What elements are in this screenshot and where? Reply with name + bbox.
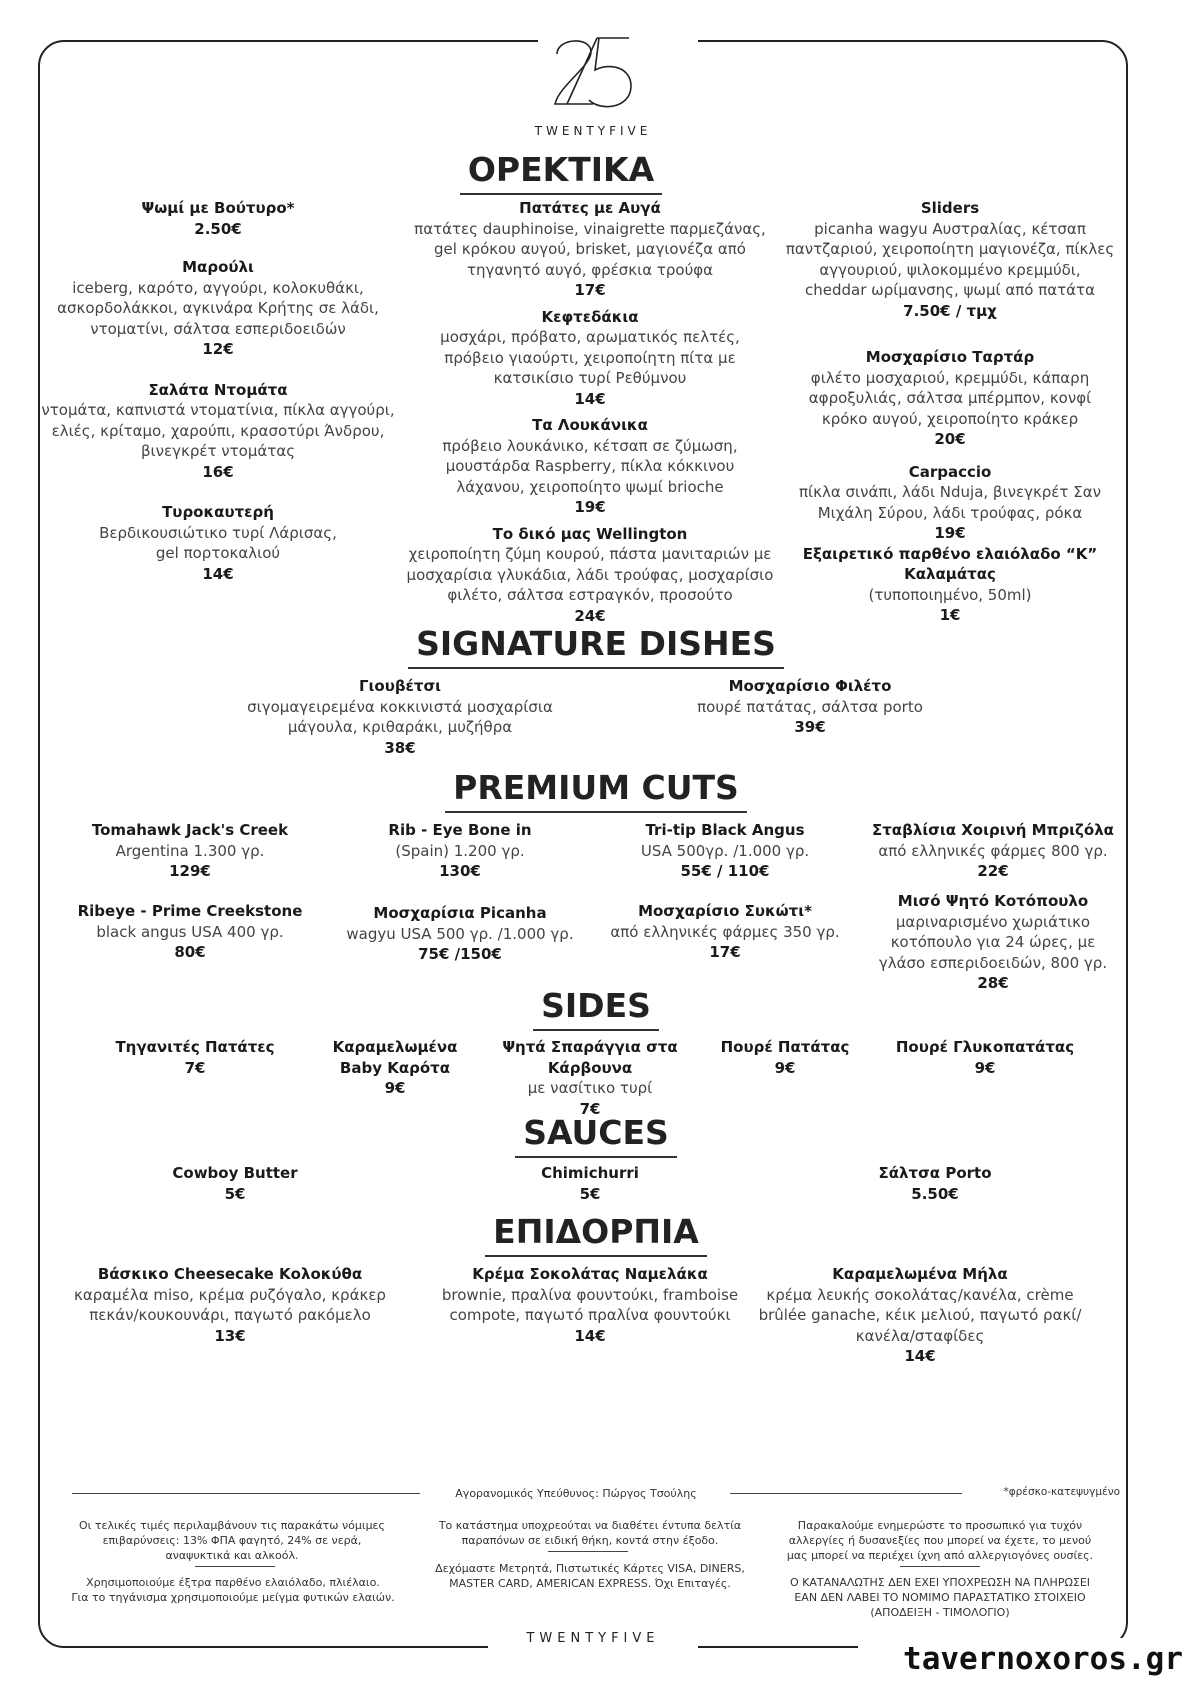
section-heading-premium: PREMIUM CUTS bbox=[420, 768, 772, 813]
item-price: 12€ bbox=[202, 340, 234, 358]
item-description: βινεγκρέτ ντομάτας bbox=[140, 442, 296, 460]
dessert bbox=[60, 1264, 400, 1346]
premium-cut bbox=[320, 903, 600, 965]
section-heading-orektika: ΟΡΕΚΤΙΚΑ bbox=[400, 150, 722, 195]
item-title: Τηγανιτές Πατάτες bbox=[115, 1038, 275, 1056]
footer-oil-note bbox=[54, 1575, 412, 1605]
item-price: 16€ bbox=[202, 462, 234, 481]
item-description: με νασίτικο τυρί bbox=[527, 1079, 653, 1097]
item-title: Cowboy Butter bbox=[172, 1164, 298, 1182]
menu-item bbox=[38, 257, 398, 360]
item-title: Γιουβέτσι bbox=[358, 677, 442, 695]
note-line: Δεχόμαστε Μετρητά, Πιστωτικές Κάρτες VISA, DINERS, bbox=[435, 1562, 745, 1575]
note-line: παραπόνων σε ειδική θήκη, κοντά στην έξοδο. bbox=[461, 1534, 719, 1547]
side-dish bbox=[90, 1037, 300, 1078]
item-description: ντομάτα, καπνιστά ντοματίνια, πίκλα αγγούρι, bbox=[41, 401, 395, 419]
item-price: 13€ bbox=[214, 1326, 246, 1345]
item-price: 5€ bbox=[579, 1184, 601, 1203]
responsible-person: Αγορανομικός Υπεύθυνος: Πώργος Τσούλης bbox=[455, 1487, 697, 1500]
orektika-column-1 bbox=[38, 198, 398, 584]
premium-cut bbox=[590, 901, 860, 963]
item-description: πεκάν/κουκουνάρι, παγωτό ρακόμελο bbox=[89, 1306, 371, 1324]
item-description: Argentina 1.300 γρ. bbox=[115, 841, 265, 860]
footer-divider bbox=[548, 1551, 628, 1552]
item-description: ελιές, κρίταμο, χαρούπι, κρασοτύρι Άνδρου, bbox=[51, 421, 385, 440]
footer-divider bbox=[900, 1566, 980, 1567]
item-description: wagyu USA 500 γρ. /1.000 γρ. bbox=[346, 924, 574, 943]
item-price: 17€ bbox=[709, 943, 741, 961]
brand-name: TWENTYFIVE bbox=[520, 124, 666, 138]
item-title: Ψωμί με Βούτυρο* bbox=[141, 199, 295, 217]
menu-item bbox=[770, 347, 1130, 450]
item-description: picanha wagyu Αυστραλίας, κέτσαπ bbox=[814, 219, 1086, 238]
item-price: 14€ bbox=[904, 1347, 936, 1365]
item-description: ασκορδολάκκοι, αγκινάρα Κρήτης σε λάδι, bbox=[57, 299, 379, 317]
menu-item bbox=[120, 1163, 350, 1204]
item-description: cheddar ωρίμανσης, ψωμί από πατάτα bbox=[805, 281, 1095, 299]
item-price: 80€ bbox=[174, 943, 206, 961]
item-description: brûlée ganache, κέικ μελιού, παγωτό ρακί/ bbox=[758, 1306, 1082, 1324]
item-title: Baby Καρότα bbox=[339, 1058, 451, 1077]
item-description: Μιχάλη Σύρου, λάδι τρούφας, ρόκα bbox=[817, 503, 1083, 522]
premium-cut bbox=[858, 891, 1128, 994]
item-description: παντζαριού, χειροποίητη μαγιονέζα, πίκλες bbox=[785, 240, 1115, 258]
item-price: 2.50€ bbox=[194, 219, 242, 238]
section-heading-sides: SIDES bbox=[480, 986, 712, 1031]
orektika-column-3 bbox=[770, 198, 1130, 626]
item-price: 9€ bbox=[974, 1058, 996, 1077]
menu-item bbox=[870, 1037, 1100, 1078]
item-title: Tomahawk Jack's Creek bbox=[91, 821, 289, 839]
menu-item bbox=[858, 820, 1128, 882]
orektika-column-2 bbox=[384, 198, 796, 626]
menu-item bbox=[38, 380, 398, 483]
menu-item bbox=[475, 1163, 705, 1204]
item-price: 7€ bbox=[579, 1099, 601, 1118]
menu-item bbox=[38, 198, 398, 239]
item-description: σιγομαγειρεμένα κοκκινιστά μοσχαρίσια bbox=[247, 697, 553, 716]
menu-item bbox=[330, 820, 590, 882]
item-description: μουστάρδα Raspberry, πίκλα κόκκινου bbox=[445, 457, 735, 475]
item-title: Τυροκαυτερή bbox=[162, 503, 274, 521]
item-description: USA 500γρ. /1.000 γρ. bbox=[640, 841, 810, 860]
menu-item bbox=[384, 524, 796, 627]
item-description: compote, παγωτό πραλίνα φουντούκι bbox=[449, 1306, 731, 1324]
item-price: 9€ bbox=[384, 1079, 406, 1097]
item-price: 22€ bbox=[977, 862, 1009, 880]
side-dish bbox=[480, 1037, 700, 1119]
item-description: λάχανου, χειροποίητο ψωμί brioche bbox=[456, 477, 724, 496]
side-dish bbox=[680, 1037, 890, 1078]
menu-item bbox=[38, 502, 398, 584]
footer-rule-right bbox=[730, 1493, 962, 1494]
watermark: tavernoxoros.gr bbox=[858, 1638, 1189, 1681]
item-description: πίκλα σινάπι, λάδι Nduja, βινεγκρέτ Σαν bbox=[799, 483, 1101, 501]
item-title: Chimichurri bbox=[541, 1164, 639, 1182]
item-description: μαριναρισμένο χωριάτικο bbox=[895, 912, 1091, 931]
item-price: 14€ bbox=[574, 1326, 606, 1345]
item-price: 17€ bbox=[574, 281, 606, 299]
item-description: από ελληνικές φάρμες 350 γρ. bbox=[610, 922, 840, 941]
menu-item bbox=[770, 198, 1130, 321]
item-price: 39€ bbox=[794, 718, 826, 736]
footer-rule-left bbox=[72, 1493, 420, 1494]
item-price: 20€ bbox=[934, 430, 966, 448]
note-line: Το κατάστημα υποχρεούται να διαθέτει έντυπα δελτία bbox=[438, 1519, 742, 1532]
note-line: Ο ΚΑΤΑΝΑΛΩΤΗΣ ΔΕΝ ΕΧΕΙ ΥΠΟΧΡΕΩΣΗ ΝΑ ΠΛΗΡΩΣΕΙ bbox=[789, 1576, 1091, 1589]
item-price: 130€ bbox=[439, 862, 481, 880]
section-heading-epidorpia: ΕΠΙΔΟΡΠΙΑ bbox=[460, 1212, 732, 1257]
item-description: πατάτες dauphinoise, vinaigrette παρμεζάνας, bbox=[414, 219, 766, 238]
item-description: κατσικίσιο τυρί Ρεθύμνου bbox=[493, 369, 687, 387]
item-title: Rib - Eye Bone in bbox=[388, 821, 532, 839]
footer-divider bbox=[195, 1566, 275, 1567]
item-description: πουρέ πατάτας, σάλτσα porto bbox=[697, 697, 923, 716]
item-title: Tri-tip Black Angus bbox=[645, 821, 805, 839]
note-line: Για το τηγάνισμα χρησιμοποιούμε μείγμα φυτικών ελαιών. bbox=[71, 1591, 395, 1604]
item-description: μοσχάρι, πρόβατο, αρωματικός πελτές, bbox=[440, 328, 740, 346]
note-line: αναψυκτικά και αλκοόλ. bbox=[165, 1549, 299, 1562]
item-description: brownie, πραλίνα φουντούκι, framboise bbox=[441, 1285, 739, 1304]
menu-item bbox=[590, 820, 860, 882]
item-price: 28€ bbox=[977, 974, 1009, 992]
item-price: 19€ bbox=[574, 498, 606, 516]
item-price: 5.50€ bbox=[911, 1184, 959, 1203]
item-price: 14€ bbox=[202, 564, 234, 583]
menu-item bbox=[384, 415, 796, 518]
item-price: 5€ bbox=[224, 1184, 246, 1203]
menu-item bbox=[210, 676, 590, 758]
item-title: Πουρέ Πατάτας bbox=[720, 1038, 850, 1056]
section-heading-sauces: SAUCES bbox=[470, 1113, 722, 1158]
item-description: black angus USA 400 γρ. bbox=[96, 922, 284, 941]
side-dish bbox=[870, 1037, 1100, 1078]
item-price: 9€ bbox=[774, 1058, 796, 1077]
item-title: Ψητά Σπαράγγια στα bbox=[502, 1038, 678, 1056]
dessert bbox=[755, 1264, 1085, 1367]
item-title: Κάρβουνα bbox=[547, 1058, 633, 1077]
note-line: (ΑΠΟΔΕΙΞΗ - ΤΙΜΟΛΟΓΙΟ) bbox=[870, 1606, 1010, 1619]
item-price: 1€ bbox=[939, 606, 961, 624]
item-title: Μοσχαρίσιο Ταρτάρ bbox=[865, 348, 1035, 366]
frozen-note: *φρέσκο-κατεψυγμένο bbox=[1003, 1486, 1120, 1498]
footer-prices-note bbox=[62, 1518, 402, 1563]
note-line: μας μπορεί να περιέχει ίχνη από αλλεργιογόνες ουσίες. bbox=[786, 1549, 1094, 1562]
twentyfive-logo-icon bbox=[553, 34, 633, 116]
menu-item bbox=[820, 1163, 1050, 1204]
menu-item bbox=[60, 820, 320, 882]
menu-item bbox=[755, 1264, 1085, 1367]
item-description: Βερδικουσιώτικο τυρί Λάρισας, bbox=[99, 523, 337, 542]
premium-cut bbox=[330, 820, 590, 882]
menu-item bbox=[384, 307, 796, 410]
item-title: Καραμελωμένα bbox=[332, 1038, 458, 1056]
menu-item bbox=[770, 462, 1130, 544]
item-price: 129€ bbox=[169, 862, 211, 880]
item-price: 24€ bbox=[574, 606, 606, 625]
item-price: 55€ / 110€ bbox=[680, 862, 770, 880]
note-line: Οι τελικές τιμές περιλαμβάνουν τις παρακάτω νόμιμες bbox=[79, 1519, 385, 1532]
item-title: Τα Λουκάνικα bbox=[532, 416, 648, 434]
item-title: Sliders bbox=[920, 199, 980, 217]
item-title: Σάλτσα Porto bbox=[878, 1164, 992, 1182]
item-description: μάγουλα, κριθαράκι, μυζήθρα bbox=[287, 718, 513, 736]
sauce bbox=[120, 1163, 350, 1204]
item-title: Μαρούλι bbox=[182, 258, 254, 276]
menu-item bbox=[320, 903, 600, 965]
premium-cut bbox=[60, 901, 320, 963]
side-dish bbox=[290, 1037, 500, 1099]
item-title: Το δικό μας Wellington bbox=[492, 524, 688, 543]
menu-item bbox=[480, 1037, 700, 1119]
item-title: Ribeye - Prime Creekstone bbox=[77, 902, 303, 920]
menu-item bbox=[60, 1264, 400, 1346]
item-description: από ελληνικές φάρμες 800 γρ. bbox=[878, 841, 1108, 860]
item-title: Βάσκικο Cheesecake Κολοκύθα bbox=[97, 1265, 363, 1283]
item-description: πρόβειο γιαούρτι, χειροποίητη πίτα με bbox=[444, 348, 736, 367]
item-title: Carpaccio bbox=[908, 462, 992, 481]
menu-item bbox=[620, 676, 1000, 738]
item-description: (Spain) 1.200 γρ. bbox=[395, 841, 525, 860]
item-description: gel πορτοκαλιού bbox=[155, 544, 281, 562]
item-title: Μοσχαρίσια Picanha bbox=[373, 904, 547, 922]
item-description: φιλέτο μοσχαριού, κρεμμύδι, κάπαρη bbox=[810, 368, 1090, 387]
item-title: Κρέμα Σοκολάτας Ναμελάκα bbox=[472, 1265, 708, 1283]
item-description: τηγανητό αυγό, φρέσκια τρούφα bbox=[466, 260, 714, 279]
premium-cut bbox=[590, 820, 860, 882]
menu-item bbox=[90, 1037, 300, 1078]
note-line: MASTER CARD, AMERICAN EXPRESS. Όχι Επιταγές. bbox=[449, 1577, 731, 1590]
item-title: Μοσχαρίσιο Φιλέτο bbox=[728, 677, 892, 695]
note-line: αλλεργίες ή δυσανεξίες που μπορεί να έχετε, το μενού bbox=[788, 1534, 1092, 1547]
menu-item bbox=[590, 901, 860, 963]
item-title: Σαλάτα Ντομάτα bbox=[148, 380, 288, 399]
item-title: Πατάτες με Αυγά bbox=[519, 199, 661, 217]
item-description: iceberg, καρότο, αγγούρι, κολοκυθάκι, bbox=[72, 278, 364, 297]
item-description: αγγουριού, ψιλοκομμένο κρεμμύδι, bbox=[819, 260, 1081, 279]
footer-allergy-note bbox=[775, 1518, 1105, 1563]
sauce bbox=[820, 1163, 1050, 1204]
footer-receipt-note bbox=[770, 1575, 1110, 1620]
menu-item bbox=[770, 544, 1130, 626]
menu-item bbox=[290, 1037, 500, 1099]
note-line: ΕΑΝ ΔΕΝ ΛΑΒΕΙ ΤΟ ΝΟΜΙΜΟ ΠΑΡΑΣΤΑΤΙΚΟ ΣΤΟΙΧΕΙΟ bbox=[794, 1591, 1086, 1604]
item-description: καραμέλα miso, κρέμα ρυζόγαλο, κράκερ bbox=[74, 1285, 386, 1304]
note-line: Χρησιμοποιούμε έξτρα παρθένο ελαιόλαδο, πλιέλαιο. bbox=[86, 1576, 380, 1589]
sauce bbox=[475, 1163, 705, 1204]
item-description: μοσχαρίσια γλυκάδια, λάδι τρούφας, μοσχαρίσιο bbox=[406, 565, 774, 584]
item-description: ντοματίνι, σάλτσα εσπεριδοειδών bbox=[90, 319, 346, 338]
item-title: Καραμελωμένα Μήλα bbox=[832, 1265, 1008, 1283]
item-description: κρέμα λευκής σοκολάτας/κανέλα, crème bbox=[766, 1285, 1074, 1304]
item-title: Σταβλίσια Χοιρινή Μπριζόλα bbox=[871, 821, 1114, 839]
item-description: gel κρόκου αυγού, brisket, μαγιονέζα από bbox=[434, 240, 746, 258]
item-title: Κεφτεδάκια bbox=[541, 307, 639, 326]
item-description: κοτόπουλο για 24 ώρες, με bbox=[890, 933, 1096, 951]
note-line: Παρακαλούμε ενημερώστε το προσωπικό για τυχόν bbox=[797, 1519, 1083, 1532]
item-description: γλάσο εσπεριδοειδών, 800 γρ. bbox=[878, 953, 1108, 972]
item-description: φιλέτο, σάλτσα εστραγκόν, προσούτο bbox=[447, 586, 733, 604]
menu-item bbox=[858, 891, 1128, 994]
premium-cut bbox=[60, 820, 320, 882]
note-line: επιβαρύνσεις: 13% ΦΠΑ φαγητό, 24% σε νερά, bbox=[102, 1534, 362, 1547]
menu-item bbox=[384, 198, 796, 301]
item-price: 7€ bbox=[184, 1058, 206, 1077]
item-description: κρόκο αυγού, χειροποίητο κράκερ bbox=[821, 409, 1079, 428]
signature-dish bbox=[620, 676, 1000, 738]
item-description: πρόβειο λουκάνικο, κέτσαπ σε ζύμωση, bbox=[442, 436, 738, 455]
item-price: 75€ /150€ bbox=[418, 945, 502, 963]
menu-item bbox=[420, 1264, 760, 1346]
menu-item bbox=[680, 1037, 890, 1078]
item-title: Μοσχαρίσιο Συκώτι* bbox=[638, 902, 812, 920]
item-title: Πουρέ Γλυκοπατάτας bbox=[895, 1038, 1075, 1056]
item-price: 19€ bbox=[934, 524, 966, 542]
premium-cut bbox=[858, 820, 1128, 882]
item-price: 7.50€ / τμχ bbox=[903, 301, 997, 320]
item-price: 38€ bbox=[384, 738, 416, 757]
menu-item bbox=[60, 901, 320, 963]
item-description: κανέλα/σταφίδες bbox=[855, 1326, 985, 1345]
footer-payments-note bbox=[420, 1561, 760, 1591]
item-title: Εξαιρετικό παρθένο ελαιόλαδο “Κ” bbox=[802, 544, 1098, 563]
section-heading-signature: SIGNATURE DISHES bbox=[380, 624, 812, 669]
dessert bbox=[420, 1264, 760, 1346]
signature-dish bbox=[210, 676, 590, 758]
item-price: 14€ bbox=[574, 389, 606, 408]
item-description: χειροποίητη ζύμη κουρού, πάστα μανιταριών με bbox=[408, 545, 772, 563]
item-title: Καλαμάτας bbox=[904, 565, 996, 583]
item-title: Μισό Ψητό Κοτόπουλο bbox=[897, 892, 1089, 910]
item-description: (τυποποιημένο, 50ml) bbox=[868, 585, 1032, 604]
item-description: αφροξυλιάς, σάλτσα μπέρμπον, κονφί bbox=[808, 389, 1092, 407]
footer-complaints-note bbox=[420, 1518, 760, 1548]
footer-brand-name: TWENTYFIVE bbox=[526, 1631, 660, 1646]
